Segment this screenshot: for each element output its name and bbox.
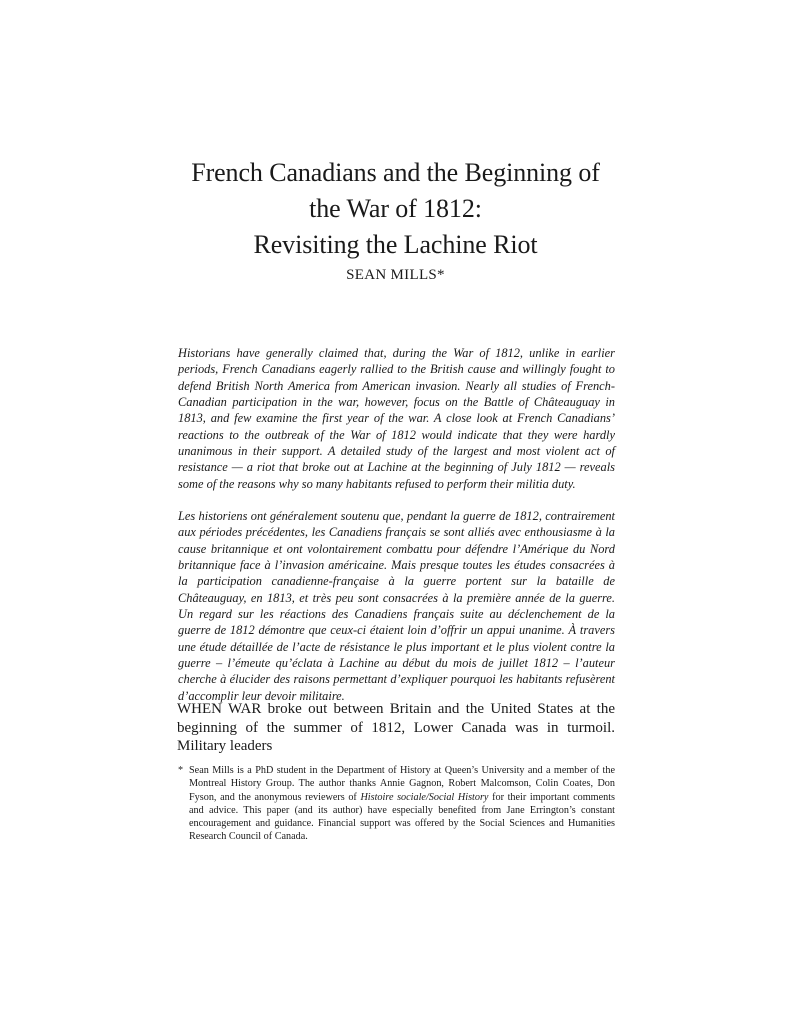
footnote-text-after: for their important comments and advice. This paper (and its author) have especially benefited from Jane Errington’s constant encouragement and guidance. Financial support was offered by the Social Sciences and Humanities Research Council of Canada. [189,791,616,843]
author-name: SEAN MILLS* [346,267,445,283]
title-line-3: Revisiting the Lachine Riot [253,230,538,259]
article-title [0,155,791,263]
body-paragraph: WHEN WAR broke out between Britain and the United States at the beginning of the summer of 1812, Lower Canada was in turmoil. Military leaders [177,701,615,754]
footnote-text [189,764,615,844]
abstract-french: Les historiens ont généralement soutenu que, pendant la guerre de 1812, contrairement aux périodes précédentes, les Canadiens français se sont alliés avec enthousiasme à la cause britannique et ont volontairement combattu pour défendre l’Amérique du Nord britannique face à l’invasion américaine. Mais presque toutes les études consacrées à la participation canadienne-française à la guerre portent sur la bataille de Châteauguay, en 1813, et très peu sont consacrées à la première année de la guerre. Un regard sur les réactions des Canadiens français suite au déclenchement de la guerre de 1812 démontre que ceux-ci étaient loin d’offrir un appui unanime. À travers une étude détaillée de l’acte de résistance le plus important et le plus violent contre la guerre – l’émeute qu’éclata à Lachine au début du mois de juillet 1812 – l’auteur cherche à élucider des raisons permettant d’expliquer pourquoi les habitants refusèrent d’accomplir leur devoir militaire. [178,509,615,703]
footnote-text-before: Sean Mills is a PhD student in the Department of History at Queen’s University and a member of the Montreal History Group. The author thanks Annie Gagnon, Robert Malcomson, Colin Coates, Don Fyson, and the anonymous reviewers of [189,765,615,803]
footnote-journal-title: Histoire sociale/Social History [360,791,489,803]
title-line-2: the War of 1812: [309,194,482,223]
abstract-english: Historians have generally claimed that, during the War of 1812, unlike in earlier periods, French Canadians eagerly rallied to the British cause and willingly fought to defend British North America from American invasion. Nearly all studies of French-Canadian participation in the war, however, focus on the Battle of Châteauguay in 1813, and few examine the first year of the war. A close look at French Canadians’ reactions to the outbreak of the War of 1812 would indicate that they were hardly unanimous in their support. A detailed study of the largest and most violent act of resistance — a riot that broke out at Lachine at the beginning of July 1812 — reveals some of the reasons why so many habitants refused to perform their militia duty. [178,346,615,491]
footnote-marker: * [178,765,184,776]
footnote [178,764,615,844]
title-line-1: French Canadians and the Beginning of [191,158,600,187]
